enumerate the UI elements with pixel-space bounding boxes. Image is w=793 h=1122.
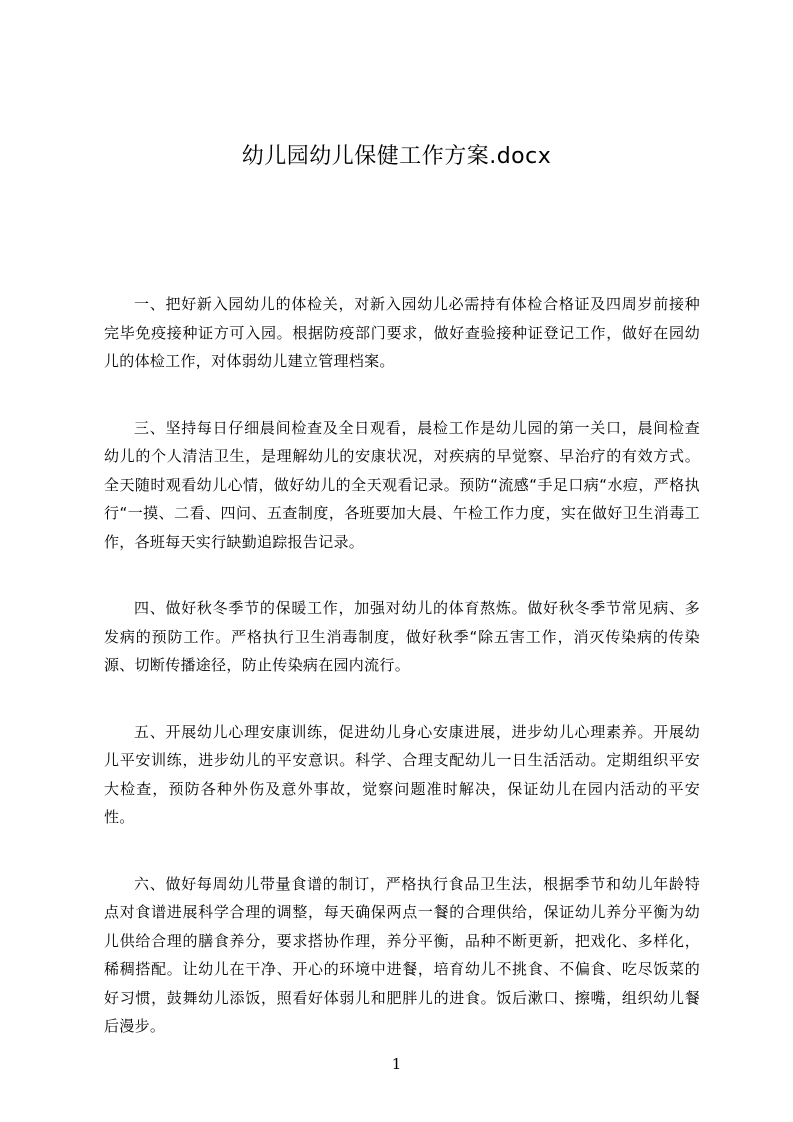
paragraph-3: 三、坚持每日仔细晨间检查及全日观看，晨检工作是幼儿园的第一关口，晨间检查幼儿的个人清洁卫生，是理解幼儿的安康状况，对疾病的早觉察、早治疗的有效方式。全天随时观看幼儿心情，做好幼儿的全天观看记录。预防“流感“手足口病“水痘，严格执行“一摸、二看、四问、五查制度，各班要加大晨、午检工作力度，实在做好卫生消毒工作，各班每天实行缺勤追踪报告记录。 (104, 418, 700, 551)
document-title: 幼儿园幼儿保健工作方案.docx (241, 144, 552, 169)
paragraph-1: 一、把好新入园幼儿的体检关，对新入园幼儿必需持有体检合格证及四周岁前接种完毕免疫接种证方可入园。根据防疫部门要求，做好查验接种证登记工作，做好在园幼儿的体检工作，对体弱幼儿建立管理档案。 (104, 295, 700, 370)
document-body (104, 290, 700, 1079)
paragraph-5: 五、开展幼儿心理安康训练，促进幼儿身心安康进展，进步幼儿心理素养。开展幼儿平安训练，进步幼儿的平安意识。科学、合理支配幼儿一日生活活动。定期组织平安大检查，预防各种外伤及意外事故，觉察问题准时解决，保证幼儿在园内活动的平安性。 (104, 722, 700, 826)
paragraph-4: 四、做好秋冬季节的保暖工作，加强对幼儿的体育熬炼。做好秋冬季节常见病、多发病的预防工作。严格执行卫生消毒制度，做好秋季“除五害工作，消灭传染病的传染源、切断传播途径，防止传染病在园内流行。 (104, 599, 700, 674)
page-number: 1 (391, 1055, 402, 1073)
paragraph-6: 六、做好每周幼儿带量食谱的制订，严格执行食品卫生法，根据季节和幼儿年龄特点对食谱进展科学合理的调整，每天确保两点一餐的合理供给，保证幼儿养分平衡为幼儿供给合理的膳食养分，要求搭协作理，养分平衡，品种不断更新，把戏化、多样化，稀稠搭配。让幼儿在干净、开心的环境中进餐，培育幼儿不挑食、不偏食、吃尽饭菜的好习惯，鼓舞幼儿添饭，照看好体弱儿和肥胖儿的进食。饭后漱口、擦嘴，组织幼儿餐后漫步。 (104, 874, 700, 1035)
